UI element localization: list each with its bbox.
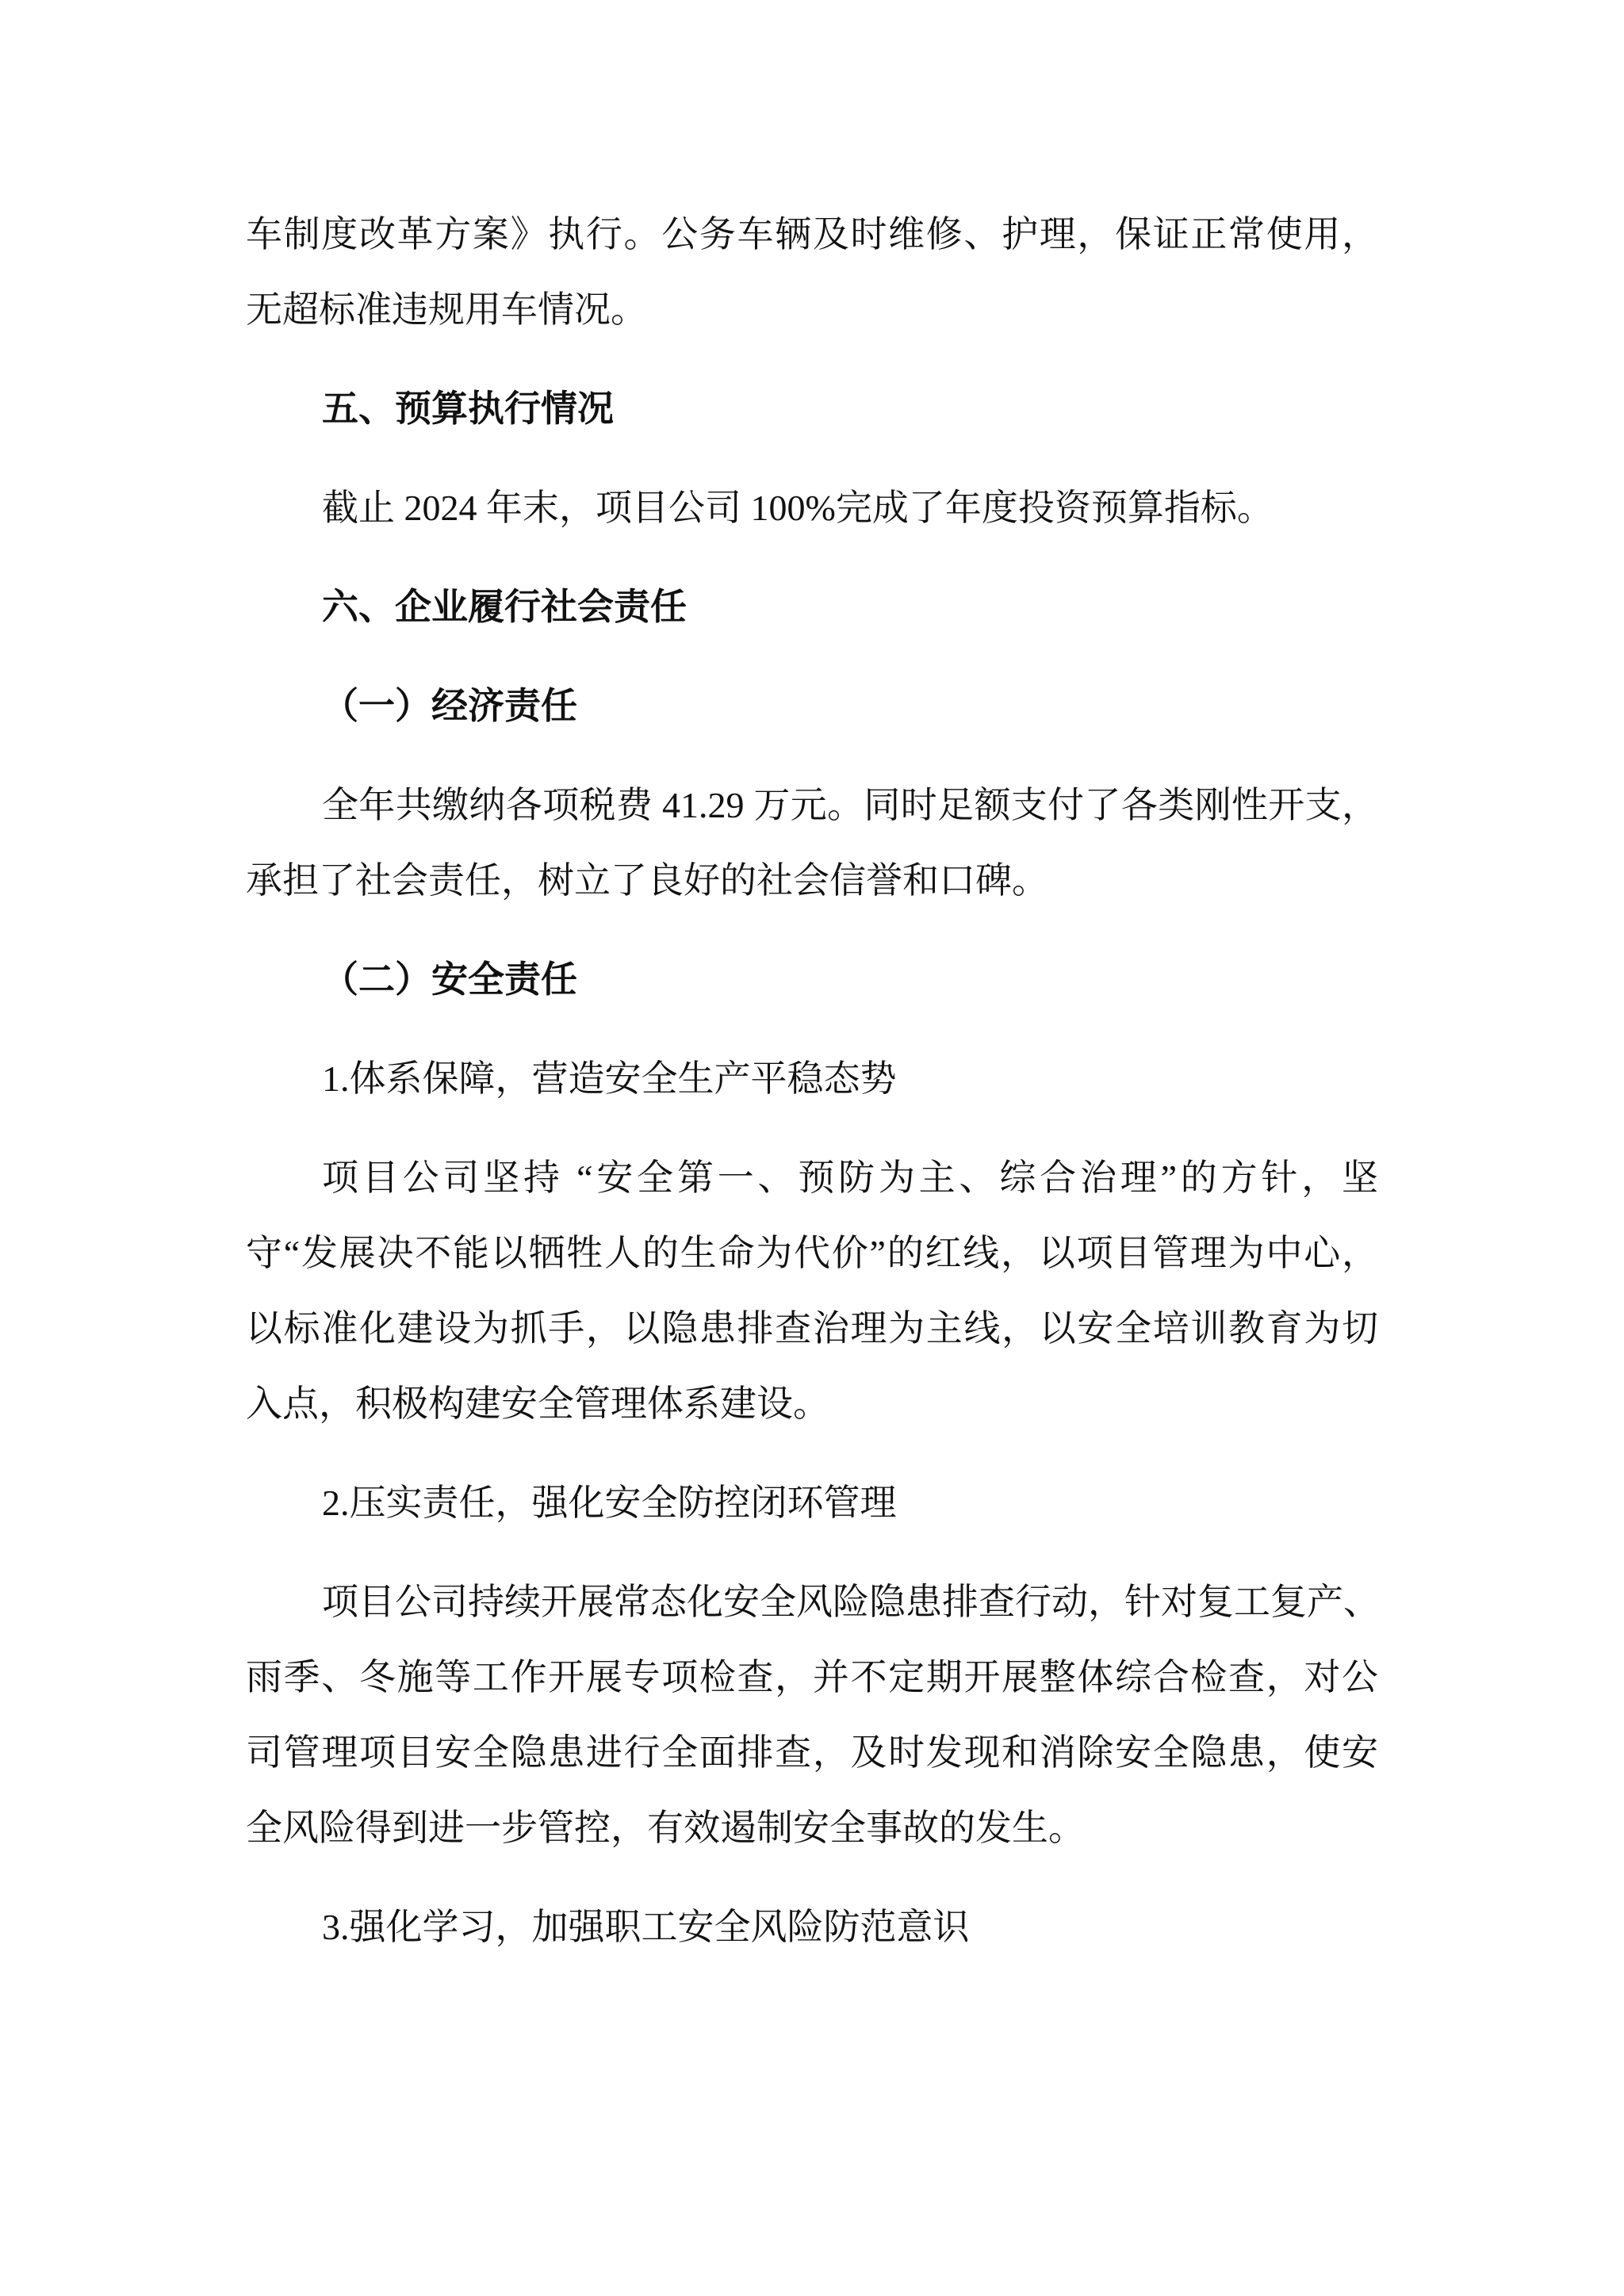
subheading-responsibility-enforcement <box>246 1465 1378 1540</box>
heading-budget-execution <box>246 371 1378 446</box>
subheading-text: 2.压实责任，强化安全防控闭环管理 <box>322 1483 897 1523</box>
text-line: 司管理项目安全隐患进行全面排查，及时发现和消除安全隐患，使安 <box>246 1732 1378 1773</box>
subheading-text: 1.体系保障，营造安全生产平稳态势 <box>322 1058 897 1099</box>
para-vehicle-continuation <box>246 197 1378 347</box>
para-risk-inspection <box>246 1564 1378 1866</box>
para-tax-payment <box>246 767 1378 918</box>
subheading-system-guarantee <box>246 1041 1378 1116</box>
text-line: 无超标准违规用车情况。 <box>246 289 647 330</box>
heading-social-responsibility <box>246 569 1378 645</box>
heading-text: 六、企业履行社会责任 <box>322 587 687 627</box>
para-budget-completion <box>246 470 1378 545</box>
subheading-text: 3.强化学习，加强职工安全风险防范意识 <box>322 1907 970 1947</box>
heading-economic-responsibility <box>246 668 1378 744</box>
heading-text: 五、预算执行情况 <box>322 388 614 429</box>
text-line: 守“发展决不能以牺牲人的生命为代价”的红线，以项目管理为中心， <box>246 1233 1378 1273</box>
text-line: 承担了社会责任，树立了良好的社会信誉和口碑。 <box>246 860 1048 901</box>
text-line: 车制度改革方案》执行。公务车辆及时维修、护理，保证正常使用， <box>246 214 1378 254</box>
text-line: 入点，积极构建安全管理体系建设。 <box>246 1383 829 1424</box>
text-line: 截止 2024 年末，项目公司 100%完成了年度投资预算指标。 <box>322 488 1274 528</box>
text-line: 全风险得到进一步管控，有效遏制安全事故的发生。 <box>246 1808 1085 1848</box>
heading-safety-responsibility <box>246 942 1378 1017</box>
text-line: 雨季、冬施等工作开展专项检查，并不定期开展整体综合检查，对公 <box>246 1657 1378 1697</box>
heading-text: （一）经济责任 <box>322 686 577 726</box>
document-content <box>246 197 1378 1965</box>
heading-text: （二）安全责任 <box>322 959 577 1000</box>
subheading-learning-awareness <box>246 1889 1378 1965</box>
text-line: 项目公司坚持 “安全第一、预防为主、综合治理”的方针，坚 <box>322 1158 1378 1198</box>
text-line: 项目公司持续开展常态化安全风险隐患排查行动，针对复工复产、 <box>322 1582 1380 1622</box>
text-line: 全年共缴纳各项税费 41.29 万元。同时足额支付了各类刚性开支， <box>322 785 1378 825</box>
para-safety-policy <box>246 1140 1378 1441</box>
text-line: 以标准化建设为抓手，以隐患排查治理为主线，以安全培训教育为切 <box>246 1308 1378 1349</box>
